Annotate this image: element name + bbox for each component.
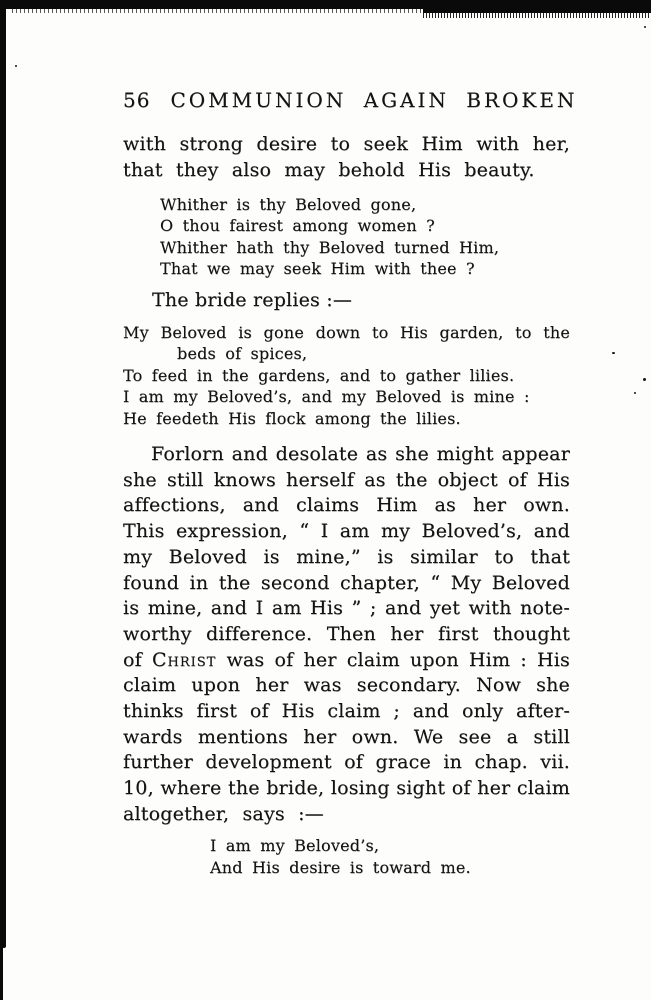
verse-line: Whither hath thy Beloved turned Him, bbox=[160, 237, 500, 257]
scan-speck bbox=[634, 392, 636, 394]
text-fragment: of bbox=[123, 648, 152, 671]
scan-speck bbox=[15, 65, 17, 67]
text-line: Forlorn and desolate as she might appear bbox=[151, 443, 570, 465]
intro-paragraph bbox=[123, 132, 570, 183]
verse-line: beds of spices, bbox=[177, 344, 308, 364]
text-line: claim upon her was secondary. Now she bbox=[123, 674, 570, 697]
text-line: that they also may behold His beauty. bbox=[123, 158, 535, 181]
verse-line: My Beloved is gone down to His garden, to the bbox=[123, 323, 570, 342]
text-line-with-smallcaps bbox=[123, 648, 570, 674]
scan-left-edge-lower bbox=[0, 948, 3, 1000]
text-line: with strong desire to seek Him with her, bbox=[123, 133, 570, 155]
scan-speck bbox=[644, 26, 646, 28]
text-line: altogether, says :— bbox=[123, 802, 324, 825]
text-line: my Beloved is mine,” is similar to that bbox=[123, 545, 570, 568]
text-line: worthy difference. Then her first thought bbox=[123, 622, 570, 645]
scan-top-edge-right bbox=[423, 0, 651, 13]
closing-verse bbox=[123, 835, 570, 879]
text-line: This expression, “ I am my Beloved’s, and bbox=[123, 520, 570, 543]
main-paragraph bbox=[123, 442, 570, 828]
verse-line: And His desire is toward me. bbox=[210, 858, 471, 877]
text-line: 10, where the bride, losing sight of her claim bbox=[123, 777, 570, 800]
verse-line: O thou fairest among women ? bbox=[160, 216, 435, 236]
text-line: is mine, and I am His ” ; and yet with note- bbox=[123, 597, 570, 620]
verse-line: He feedeth His flock among the lilies. bbox=[123, 408, 461, 428]
verse-line: I am my Beloved’s, bbox=[210, 836, 380, 855]
text-line: further development of grace in chap. vii. bbox=[123, 751, 570, 774]
text-line: she still knows herself as the object of His bbox=[123, 468, 570, 491]
running-head bbox=[123, 88, 578, 112]
bride-replies-line: The bride replies :— bbox=[152, 289, 353, 311]
text-fragment: was of her claim upon Him : His bbox=[216, 648, 570, 671]
christ-smallcaps: Christ bbox=[151, 648, 217, 671]
text-line: wards mentions her own. We see a still bbox=[123, 725, 570, 748]
scan-speck bbox=[612, 352, 615, 354]
scan-left-edge bbox=[0, 0, 6, 948]
text-line: affections, and claims Him as her own. bbox=[123, 494, 570, 517]
verse-line: I am my Beloved’s, and my Beloved is mine : bbox=[123, 387, 530, 407]
verse-line: Whither is thy Beloved gone, bbox=[160, 195, 417, 214]
text-line: thinks first of His claim ; and only after- bbox=[123, 700, 570, 723]
verse-quote-beloved-garden bbox=[123, 322, 570, 429]
chapter-title: COMMUNION AGAIN BROKEN bbox=[170, 88, 578, 112]
verse-line: To feed in the gardens, and to gather lilies. bbox=[123, 365, 515, 385]
verse-quote-whither bbox=[123, 194, 570, 280]
verse-line: That we may seek Him with thee ? bbox=[160, 259, 475, 279]
page-number: 56 bbox=[123, 88, 151, 112]
text-line: found in the second chapter, “ My Beloved bbox=[123, 571, 570, 594]
scan-speck bbox=[643, 378, 646, 381]
